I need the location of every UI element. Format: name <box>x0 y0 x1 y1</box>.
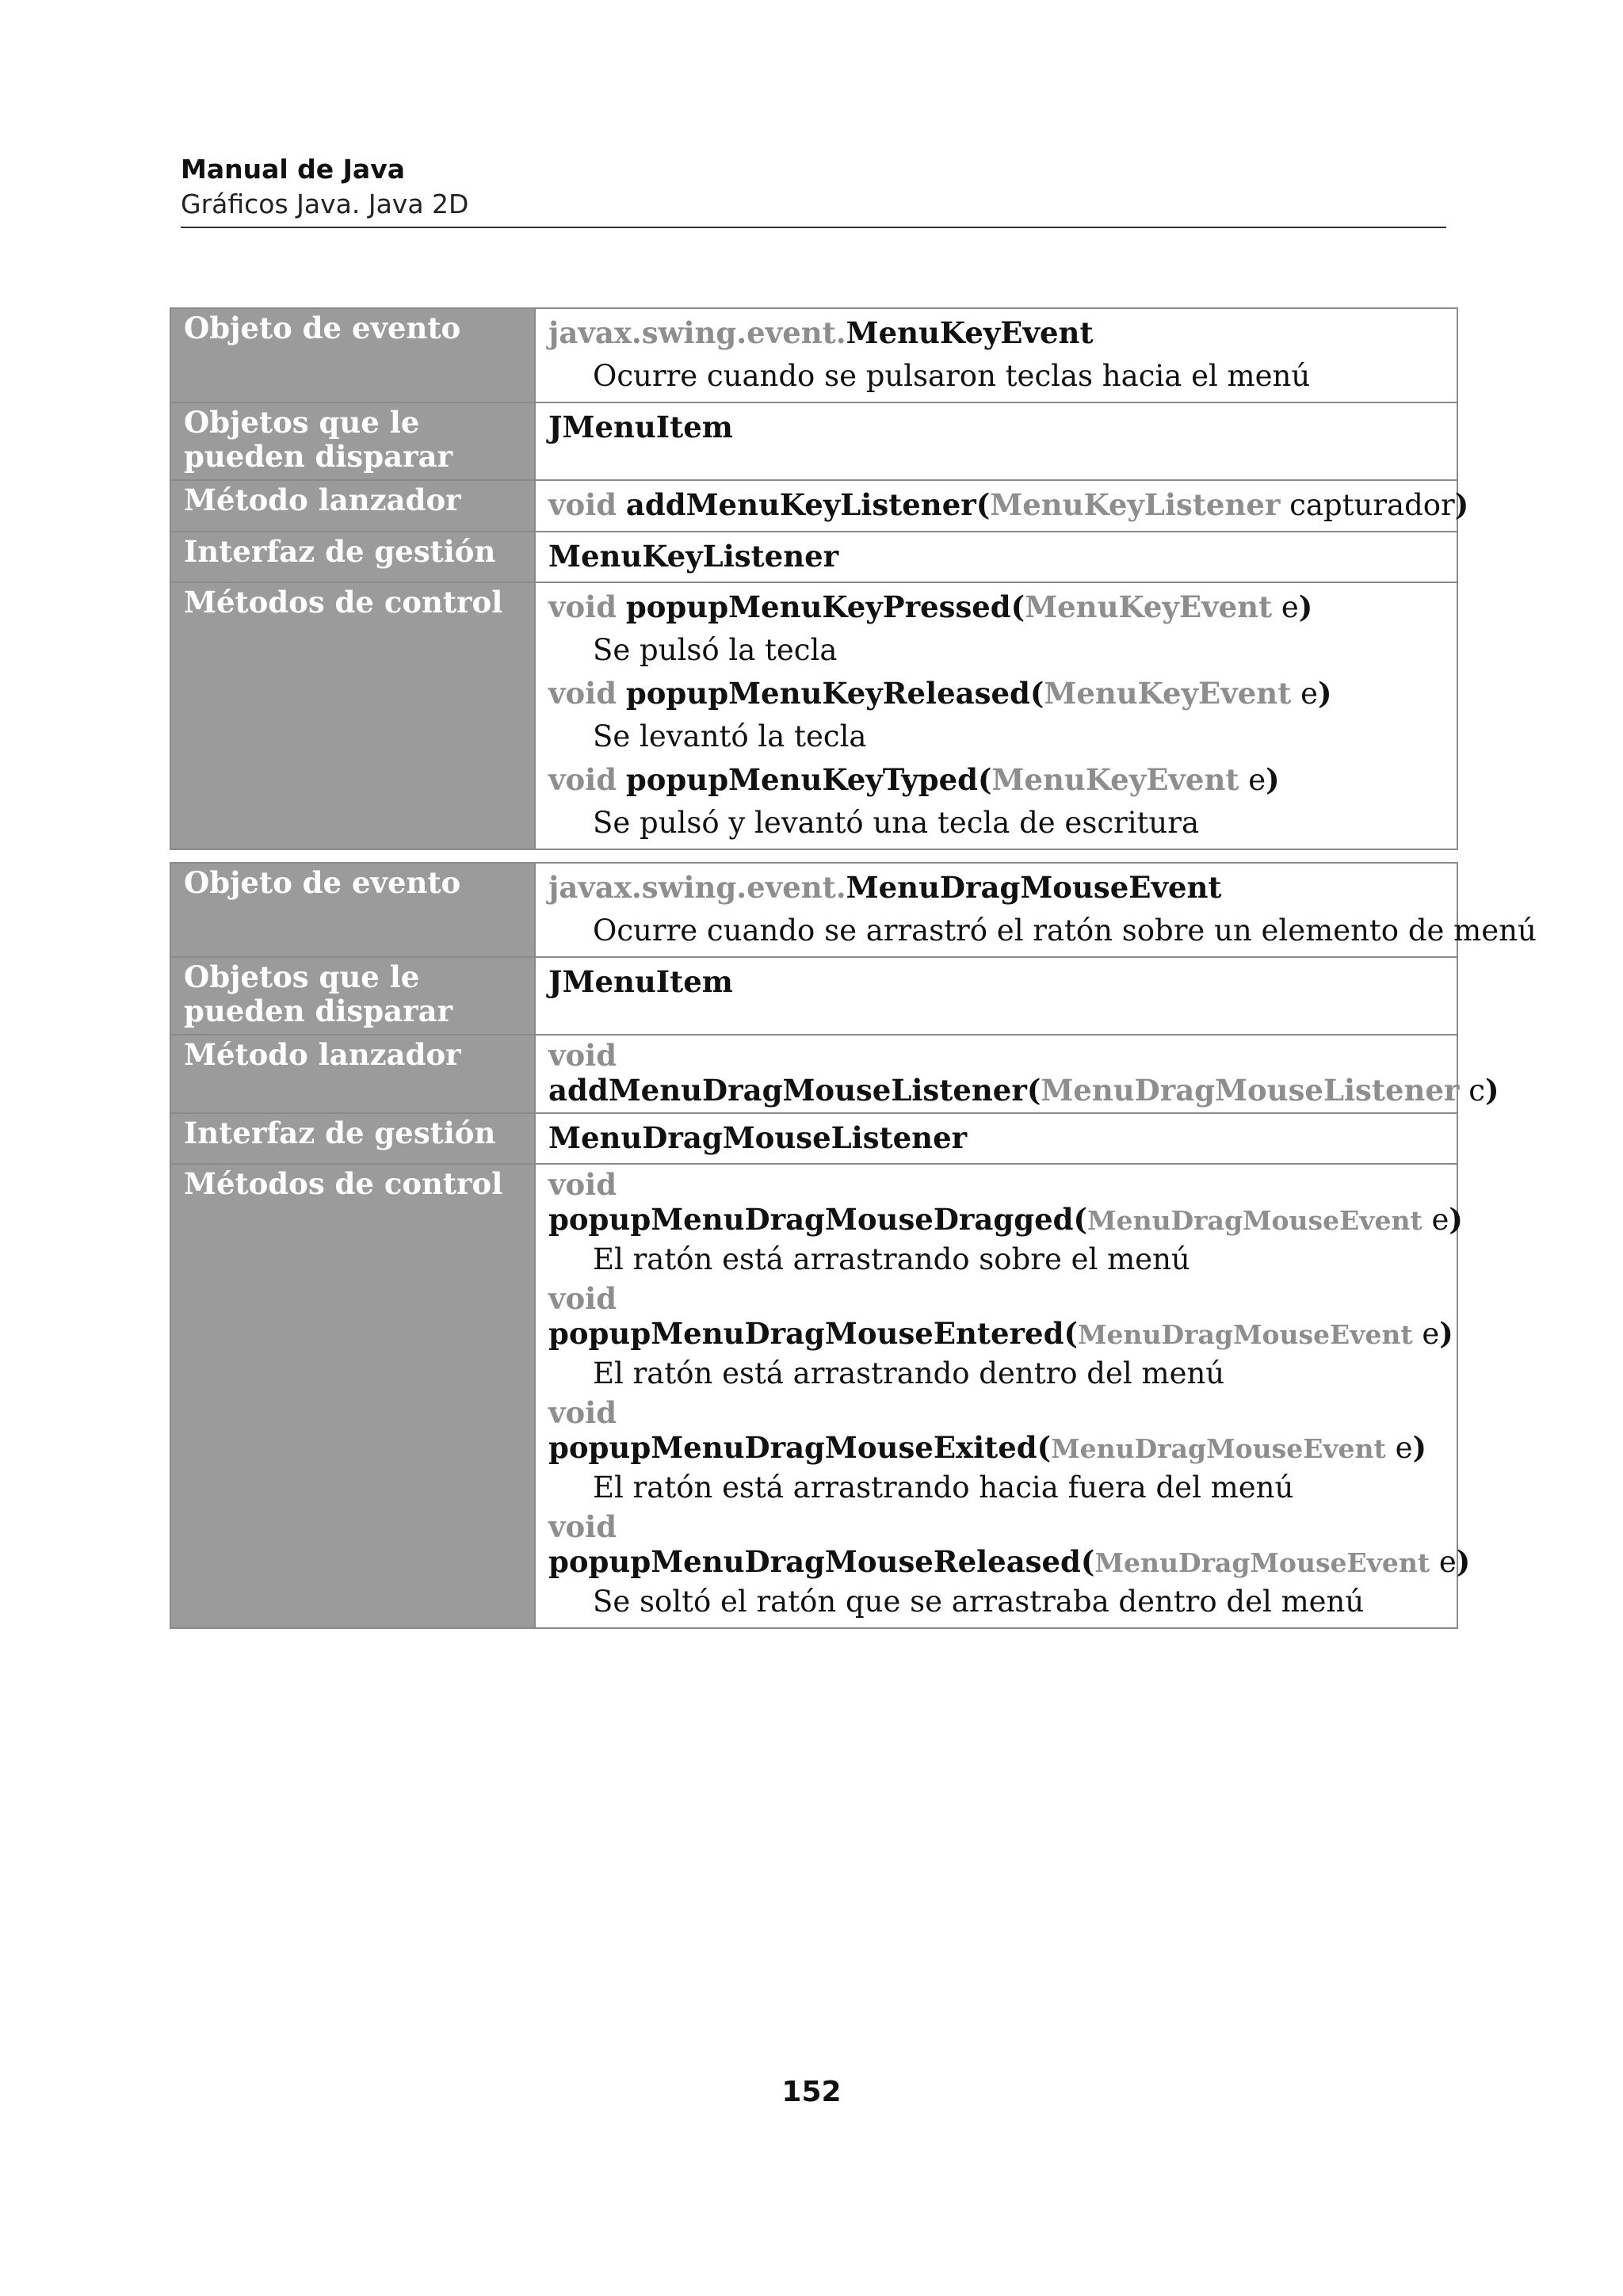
value-metodo-lanzador <box>535 480 1469 532</box>
label-metodo-lanzador: Método lanzador <box>170 480 535 532</box>
return-type: void <box>548 487 617 522</box>
method-signature: popupMenuDragMouseEntered(MenuDragMouseEvent e) <box>548 1316 1453 1351</box>
label-objeto-evento: Objeto de evento <box>170 308 535 402</box>
book-title: Manual de Java <box>181 154 405 185</box>
value-interfaz-gestion <box>535 1113 1457 1164</box>
table-row <box>170 1164 1457 1628</box>
event-class: MenuKeyEvent <box>846 315 1094 350</box>
event-table-menudragmouse <box>170 862 1537 1629</box>
return-type: void <box>548 1038 617 1073</box>
value-objetos-disparar <box>535 402 1457 480</box>
event-package: javax.swing.event. <box>548 315 846 350</box>
source-class: JMenuItem <box>548 964 733 999</box>
table-row <box>170 582 1457 849</box>
event-class: MenuDragMouseEvent <box>846 870 1222 905</box>
value-metodos-control <box>535 582 1457 849</box>
param-name: c <box>1468 1074 1485 1108</box>
method-signature: popupMenuDragMouseDragged(MenuDragMouseEvent e) <box>548 1202 1463 1237</box>
label-objetos-disparar: Objetos que le pueden disparar <box>170 957 535 1035</box>
method-close: ) <box>1484 1073 1499 1108</box>
value-metodo-lanzador <box>535 1035 1499 1113</box>
method-description: Se pulsó y levantó una tecla de escritura <box>593 806 1200 840</box>
method-signature: popupMenuDragMouseExited(MenuDragMouseEvent e) <box>548 1430 1426 1465</box>
method-name: addMenuKeyListener( <box>625 487 991 522</box>
method-signature: void popupMenuKeyPressed(MenuKeyEvent e) <box>548 589 1313 624</box>
label-metodos-control: Métodos de control <box>170 582 535 849</box>
method-signature: void popupMenuKeyTyped(MenuKeyEvent e) <box>548 762 1280 797</box>
method-signature: void popupMenuKeyReleased(MenuKeyEvent e) <box>548 676 1332 711</box>
header-rule <box>181 227 1446 228</box>
label-objeto-evento: Objeto de evento <box>170 863 535 957</box>
event-description: Ocurre cuando se arrastró el ratón sobre un elemento de menú <box>593 913 1537 948</box>
method-description: Se soltó el ratón que se arrastraba dentro del menú <box>593 1585 1365 1619</box>
label-interfaz-gestion: Interfaz de gestión <box>170 1113 535 1164</box>
chapter-subtitle: Gráficos Java. Java 2D <box>181 189 469 219</box>
table-row <box>170 1035 1457 1113</box>
method-description: Se pulsó la tecla <box>593 633 838 667</box>
method-signature: popupMenuDragMouseReleased(MenuDragMouseEvent e) <box>548 1544 1471 1579</box>
table-row <box>170 1113 1457 1164</box>
method-description: Se levantó la tecla <box>593 719 867 753</box>
method-description: El ratón está arrastrando sobre el menú <box>593 1242 1190 1276</box>
method-description: El ratón está arrastrando hacia fuera del menú <box>593 1470 1294 1505</box>
table-row <box>170 480 1457 532</box>
method-close: ) <box>1454 487 1469 522</box>
label-objetos-disparar: Objetos que le pueden disparar <box>170 402 535 480</box>
page-number: 152 <box>781 2076 842 2108</box>
source-class: JMenuItem <box>548 410 733 444</box>
table-row <box>170 532 1457 582</box>
method-description: El ratón está arrastrando dentro del menú <box>593 1356 1225 1390</box>
value-objeto-evento <box>535 863 1537 957</box>
interface-name: MenuDragMouseListener <box>548 1120 968 1155</box>
event-table-menukey <box>170 307 1469 850</box>
value-interfaz-gestion <box>535 532 1457 582</box>
table-row <box>170 308 1457 402</box>
label-metodos-control: Métodos de control <box>170 1164 535 1628</box>
table-row <box>170 863 1457 957</box>
table-row <box>170 957 1457 1035</box>
param-type: MenuDragMouseListener <box>1041 1073 1460 1108</box>
table-row <box>170 402 1457 480</box>
event-description: Ocurre cuando se pulsaron teclas hacia el menú <box>593 359 1311 393</box>
method-name: addMenuDragMouseListener( <box>548 1073 1041 1108</box>
value-metodos-control: void popupMenuDragMouseDragged(MenuDragMouseEvent e) El ratón está arrastrando sobre el menú void popupMenuDragMouseEntered(MenuDragMouseEvent e) El ratón está arrastrando dentro del menú void popupMenuDragMouseExited(MenuDragMouseEvent e) El ratón está arrastrando hacia fuera del menú void popupMenuDragMouseReleased(MenuDragMouseEvent e) Se soltó el ratón que se arrastraba dentro del menú <box>535 1164 1457 1628</box>
label-metodo-lanzador: Método lanzador <box>170 1035 535 1113</box>
param-type: MenuKeyListener <box>990 487 1281 522</box>
param-name: capturador <box>1289 488 1455 522</box>
value-objeto-evento <box>535 308 1457 402</box>
value-objetos-disparar <box>535 957 1457 1035</box>
page-header <box>181 152 1446 228</box>
event-package: javax.swing.event. <box>548 870 846 905</box>
label-interfaz-gestion: Interfaz de gestión <box>170 532 535 582</box>
interface-name: MenuKeyListener <box>548 539 839 574</box>
